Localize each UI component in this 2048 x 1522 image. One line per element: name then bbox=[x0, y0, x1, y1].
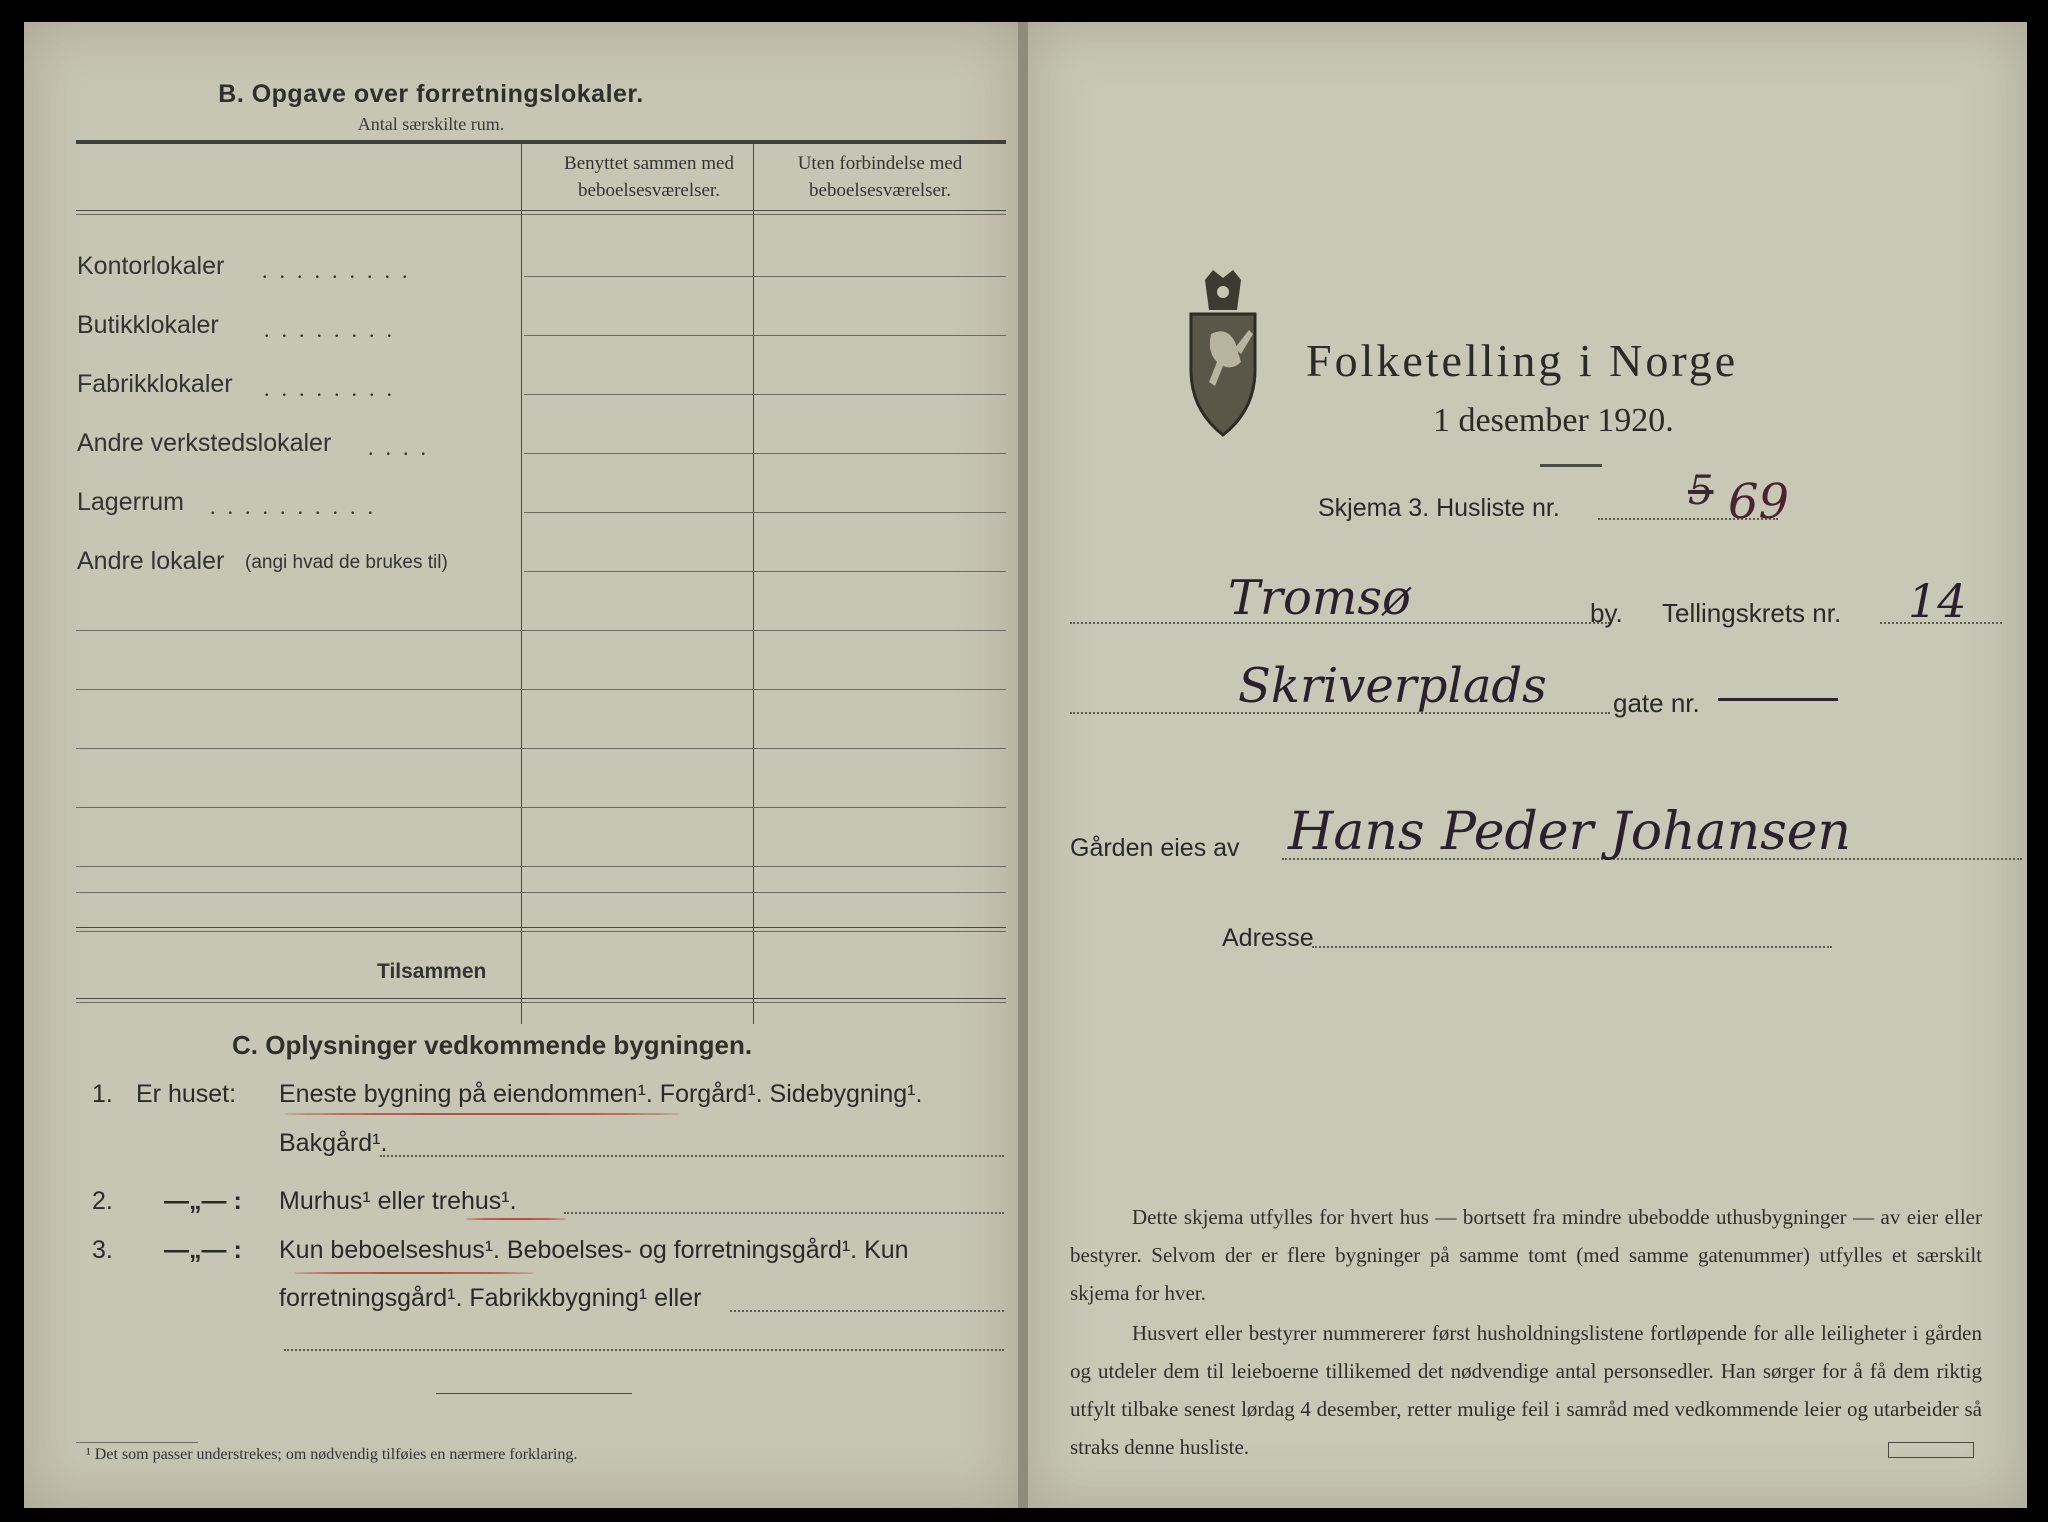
item-3-continuation: forretningsgård¹. Fabrikkbygning¹ eller bbox=[279, 1284, 702, 1312]
item-3-number: 3. bbox=[92, 1236, 113, 1264]
total-bottom bbox=[76, 998, 1006, 999]
instructions-paragraph-1: Dette skjema utfylles for hvert hus — bortsett fra mindre ubebodde uthusbygninger — av eier eller bestyrer. Selvom der er flere bygninger på samme tomt (med samme gatenummer) utfylles et særskilt skjema for hver. bbox=[1070, 1205, 1982, 1305]
row-fabrikklokaler: Fabrikklokaler bbox=[77, 370, 233, 398]
right-page bbox=[1028, 22, 2027, 1508]
gate-nr-dash bbox=[1718, 698, 1838, 701]
by-value: Tromsø bbox=[1228, 570, 1411, 626]
item-2-number: 2. bbox=[92, 1187, 113, 1215]
row-andre-verksted: Andre verkstedslokaler bbox=[77, 429, 332, 457]
gate-label: gate nr. bbox=[1613, 688, 1700, 718]
owner-value: Hans Peder Johansen bbox=[1288, 802, 1852, 862]
row-kontorlokaler: Kontorlokaler bbox=[77, 252, 225, 280]
skjema-label: Skjema 3. Husliste nr. bbox=[1318, 494, 1560, 522]
krets-number: 14 bbox=[1908, 574, 1967, 628]
column-header-separate: Uten forbindelse med beboelsesværelser. bbox=[797, 153, 963, 201]
item-3-fill-line-2 bbox=[284, 1349, 1004, 1351]
adresse-field[interactable] bbox=[1312, 946, 1832, 948]
total-divider bbox=[76, 927, 1006, 928]
coat-of-arms-icon bbox=[1183, 270, 1263, 440]
underline-mark bbox=[466, 1218, 566, 1220]
item-1-number: 1. bbox=[92, 1080, 113, 1108]
item-3-text: Kun beboelseshus¹. Beboelses- og forretningsgård¹. Kun bbox=[279, 1236, 909, 1264]
husliste-number: 69 bbox=[1728, 474, 1790, 530]
row-rule bbox=[76, 866, 1006, 867]
husliste-struck: 5 bbox=[1688, 468, 1714, 514]
item-2-text: Murhus¹ eller trehus¹. bbox=[279, 1187, 517, 1215]
adresse-label: Adresse bbox=[1222, 924, 1314, 952]
header-divider bbox=[76, 210, 1006, 211]
closing-rule bbox=[436, 1393, 632, 1394]
row-rule bbox=[524, 394, 1006, 395]
krets-label: Tellingskrets nr. bbox=[1662, 598, 1842, 628]
item-2-lead: —„— : bbox=[164, 1187, 242, 1215]
item-3-lead: —„— : bbox=[164, 1236, 242, 1264]
row-rule bbox=[76, 807, 1006, 808]
row-lagerrum: Lagerrum bbox=[77, 488, 184, 516]
item-2-fill-line bbox=[564, 1212, 1004, 1214]
row-rule bbox=[76, 892, 1006, 893]
total-label: Tilsammen bbox=[377, 960, 487, 983]
footnote: ¹ Det som passer understrekes; om nødvendig tilføies en nærmere forklaring. bbox=[86, 1446, 578, 1463]
row-butikklokaler: Butikklokaler bbox=[77, 311, 219, 339]
row-rule bbox=[524, 512, 1006, 513]
by-label: by. bbox=[1590, 598, 1623, 628]
leader-dots: .... bbox=[368, 435, 438, 460]
census-date: 1 desember 1920. bbox=[1433, 402, 1674, 439]
leader-dots: ........ bbox=[264, 317, 404, 342]
row-rule bbox=[524, 335, 1006, 336]
instructions-paragraph-2: Husvert eller bestyrer nummererer først husholdningslistene fortløpende for alle leiligheter i gården og utdeler dem til leieboerne tillikemed det nødvendige antal personsedler. Han sørger for å få dem riktig utfylt tilbake senest lørdag 4 desember, retter mulige feil i samråd med vedkommende leier og utarbeider så straks denne husliste. bbox=[1070, 1321, 1982, 1459]
owner-label: Gården eies av bbox=[1070, 834, 1240, 862]
leader-dots: .......... bbox=[210, 494, 385, 519]
underline-mark bbox=[294, 1272, 534, 1274]
column-header-shared: Benyttet sammen med beboelsesværelser. bbox=[564, 153, 734, 201]
item-1-continuation: Bakgård¹. bbox=[279, 1129, 388, 1157]
item-1-lead: Er huset: bbox=[136, 1080, 237, 1108]
row-andre-lokaler: Andre lokaler bbox=[77, 547, 225, 575]
printer-mark bbox=[1888, 1442, 1974, 1458]
leader-dots: ........ bbox=[264, 376, 404, 401]
total-bottom-2 bbox=[76, 1002, 1006, 1003]
row-rule bbox=[76, 748, 1006, 749]
item-3-fill-line bbox=[730, 1310, 1004, 1312]
section-b-top-rule bbox=[76, 140, 1006, 144]
section-b-subtitle: Antal særskilte rum. bbox=[357, 114, 505, 134]
section-c-title: C. Oplysninger vedkommende bygningen. bbox=[232, 1030, 753, 1060]
census-title: Folketelling i Norge bbox=[1306, 335, 1739, 386]
spine bbox=[1018, 22, 1028, 1508]
row-rule bbox=[76, 689, 1006, 690]
row-rule bbox=[524, 276, 1006, 277]
row-rule bbox=[524, 571, 1006, 572]
header-divider-2 bbox=[76, 214, 1006, 215]
item-1-fill-line bbox=[380, 1155, 1004, 1157]
section-b-title: B. Opgave over forretningslokaler. bbox=[218, 80, 644, 108]
footnote-rule bbox=[76, 1442, 198, 1443]
item-1-text: Eneste bygning på eiendommen¹. Forgård¹. Sidebygning¹. bbox=[279, 1080, 923, 1108]
underline-mark bbox=[284, 1113, 680, 1115]
row-rule bbox=[76, 630, 1006, 631]
title-rule bbox=[1540, 464, 1602, 467]
total-divider-2 bbox=[76, 931, 1006, 932]
andre-lokaler-note: (angi hvad de brukes til) bbox=[245, 552, 448, 573]
gate-value: Skriverplads bbox=[1238, 658, 1547, 714]
row-rule bbox=[524, 453, 1006, 454]
leader-dots: ......... bbox=[262, 258, 420, 283]
left-page bbox=[24, 22, 1018, 1508]
